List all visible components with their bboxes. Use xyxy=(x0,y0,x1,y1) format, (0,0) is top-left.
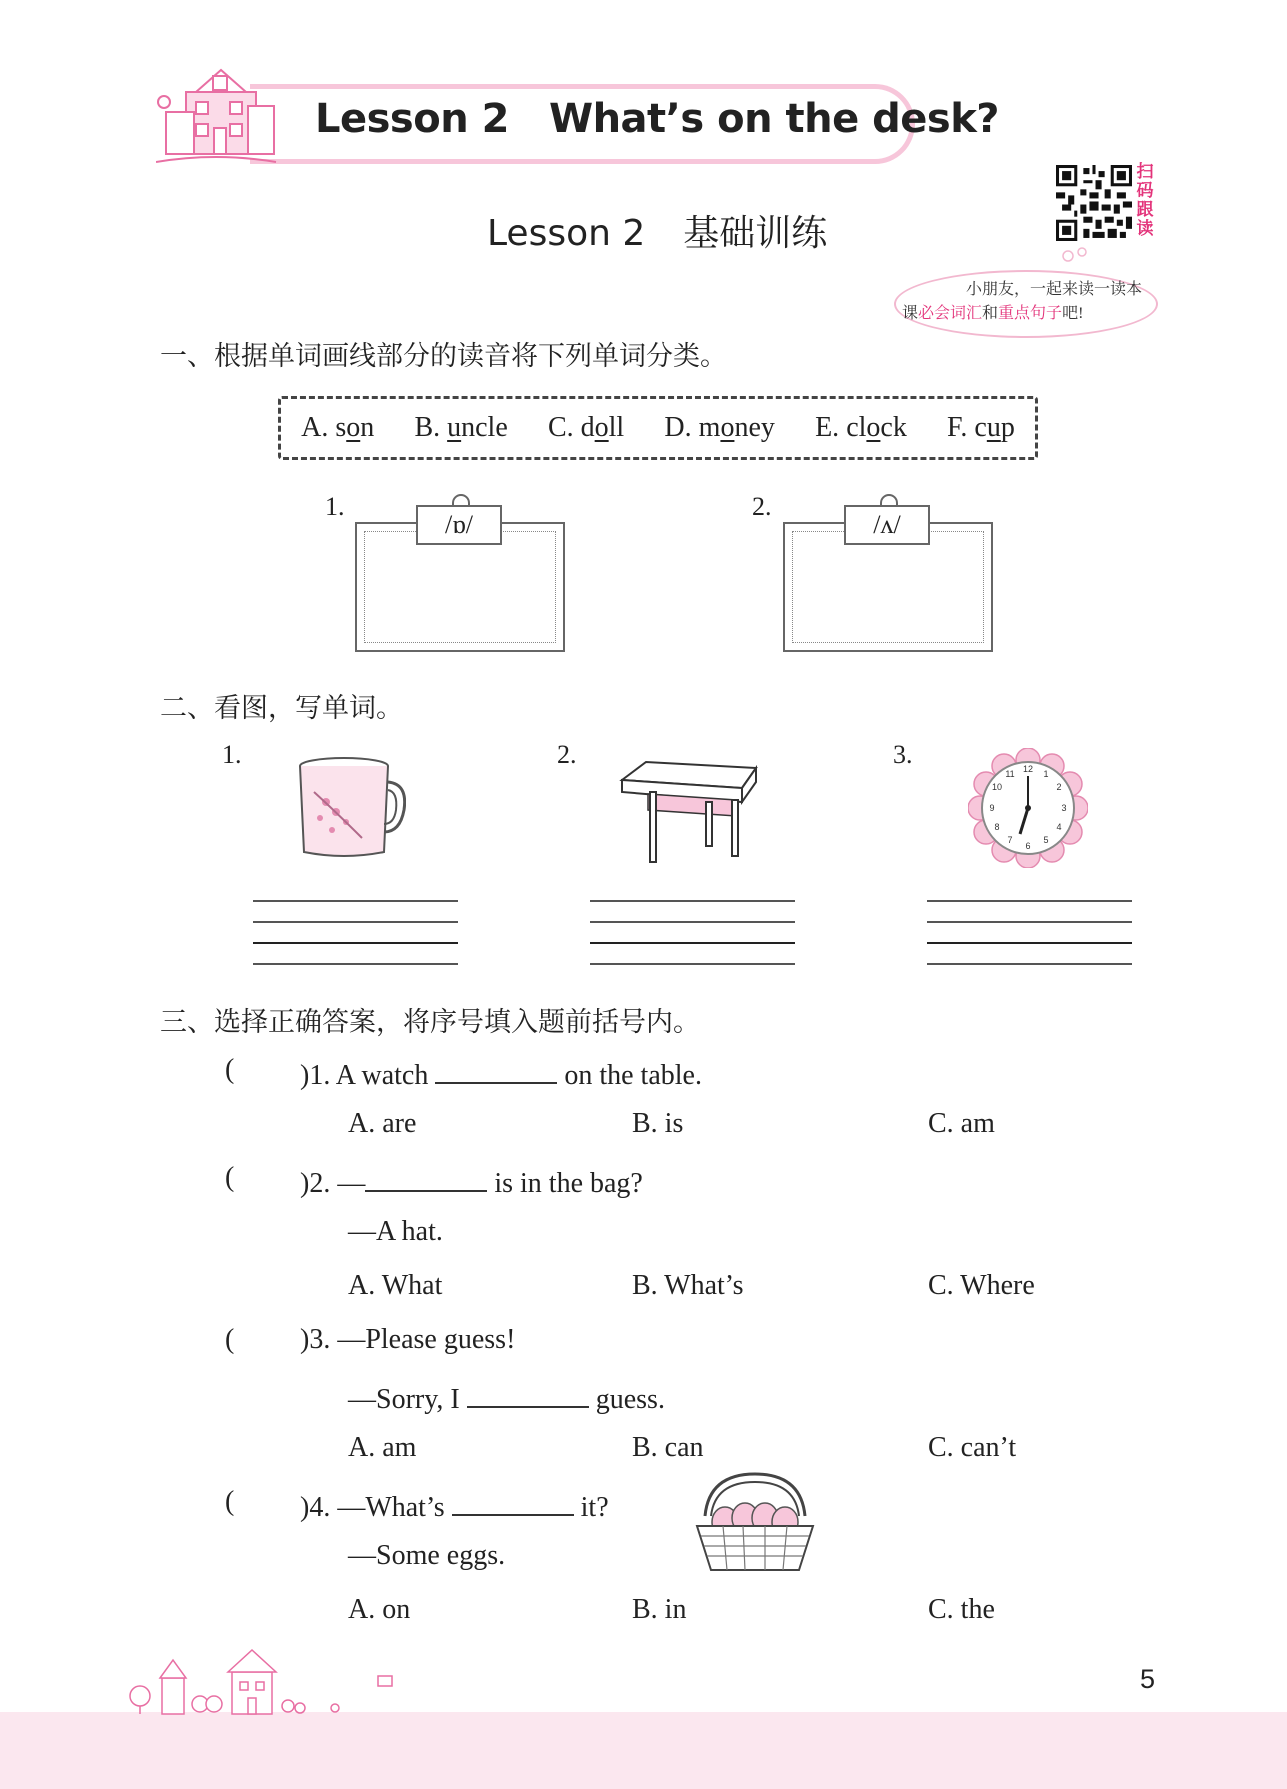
answer-paren[interactable]: ( xyxy=(225,1054,235,1085)
town-decoration-icon xyxy=(120,1646,400,1716)
svg-text:7: 7 xyxy=(1007,835,1013,845)
option[interactable]: C. the xyxy=(928,1594,995,1625)
svg-text:2: 2 xyxy=(1056,782,1062,792)
clock-icon xyxy=(968,748,1088,868)
page-number: 5 xyxy=(1140,1664,1156,1694)
svg-text:3: 3 xyxy=(1061,803,1067,813)
word-b: B. uncle xyxy=(414,412,508,443)
question-2: )2. — is in the bag? xyxy=(300,1162,643,1200)
svg-text:10: 10 xyxy=(991,782,1003,792)
question-4-answer: —Some eggs. xyxy=(348,1540,506,1571)
option[interactable]: A. am xyxy=(348,1432,417,1463)
section-subtitle: 基础训练 xyxy=(683,213,828,254)
option[interactable]: B. is xyxy=(632,1108,684,1139)
lesson-header xyxy=(315,96,999,142)
option[interactable]: B. What’s xyxy=(632,1270,744,1301)
option[interactable]: C. Where xyxy=(928,1270,1035,1301)
word-a: A. son xyxy=(301,412,375,443)
box2-number: 2. xyxy=(752,492,772,521)
question-3: )3. —Please guess! xyxy=(300,1324,516,1355)
part2-heading: 二、看图，写单词。 xyxy=(160,693,403,724)
box1-number: 1. xyxy=(325,492,345,521)
sound-tag-2: /ʌ/ xyxy=(844,505,930,545)
word-e: E. clock xyxy=(815,412,907,443)
blank[interactable] xyxy=(435,1054,557,1084)
word-c: C. doll xyxy=(547,412,625,443)
option[interactable]: A. What xyxy=(348,1270,443,1301)
qr-label: 扫 码 跟 读 xyxy=(1136,162,1154,239)
writing-lines-3[interactable] xyxy=(927,900,1132,984)
svg-text:12: 12 xyxy=(1022,764,1034,774)
word-d: D. money xyxy=(664,412,775,443)
answer-paren[interactable]: ( xyxy=(225,1486,235,1517)
qr-code-icon[interactable] xyxy=(1056,165,1132,241)
cup-icon xyxy=(296,752,406,862)
option[interactable]: A. are xyxy=(348,1108,417,1139)
blank[interactable] xyxy=(452,1486,574,1516)
bubble-text: 小朋友，一起来读一读本 课必会词汇和重点句子吧! xyxy=(902,281,1142,322)
svg-text:5: 5 xyxy=(1043,835,1049,845)
svg-text:6: 6 xyxy=(1025,841,1031,851)
question-3-line2: —Sorry, I guess. xyxy=(348,1378,665,1416)
item3-number: 3. xyxy=(893,740,913,769)
svg-text:1: 1 xyxy=(1043,769,1049,779)
part3-heading: 三、选择正确答案，将序号填入题前括号内。 xyxy=(160,1007,700,1038)
question-1: )1. A watch on the table. xyxy=(300,1054,702,1092)
svg-text:4: 4 xyxy=(1056,822,1062,832)
answer-paren[interactable]: ( xyxy=(225,1162,235,1193)
option[interactable]: B. can xyxy=(632,1432,704,1463)
egg-basket-icon xyxy=(693,1470,817,1576)
section-title xyxy=(487,205,827,256)
answer-paren[interactable]: ( xyxy=(225,1324,235,1355)
svg-text:9: 9 xyxy=(989,803,995,813)
part1-heading: 一、根据单词画线部分的读音将下列单词分类。 xyxy=(160,341,727,372)
svg-text:11: 11 xyxy=(1005,769,1015,779)
section-lesson: Lesson 2 xyxy=(487,213,646,254)
question-2-answer: —A hat. xyxy=(348,1216,443,1247)
sound-tag-1: /ɒ/ xyxy=(416,505,502,545)
blank[interactable] xyxy=(365,1162,487,1192)
item1-number: 1. xyxy=(222,740,242,769)
lesson-label: Lesson 2 xyxy=(315,96,509,142)
desk-icon xyxy=(618,758,758,866)
word-box xyxy=(278,396,1038,460)
svg-text:8: 8 xyxy=(994,822,1000,832)
option[interactable]: A. on xyxy=(348,1594,411,1625)
lesson-title: What’s on the desk? xyxy=(548,96,1000,142)
writing-lines-1[interactable] xyxy=(253,900,458,984)
blank[interactable] xyxy=(467,1378,589,1408)
question-4: )4. —What’s it? xyxy=(300,1486,609,1524)
bubble-dots xyxy=(1058,244,1118,264)
option[interactable]: C. am xyxy=(928,1108,995,1139)
school-building-icon xyxy=(156,62,286,172)
item2-number: 2. xyxy=(557,740,577,769)
bottom-band xyxy=(0,1712,1287,1789)
word-f: F. cup xyxy=(947,412,1015,443)
option[interactable]: C. can’t xyxy=(928,1432,1017,1463)
option[interactable]: B. in xyxy=(632,1594,687,1625)
writing-lines-2[interactable] xyxy=(590,900,795,984)
